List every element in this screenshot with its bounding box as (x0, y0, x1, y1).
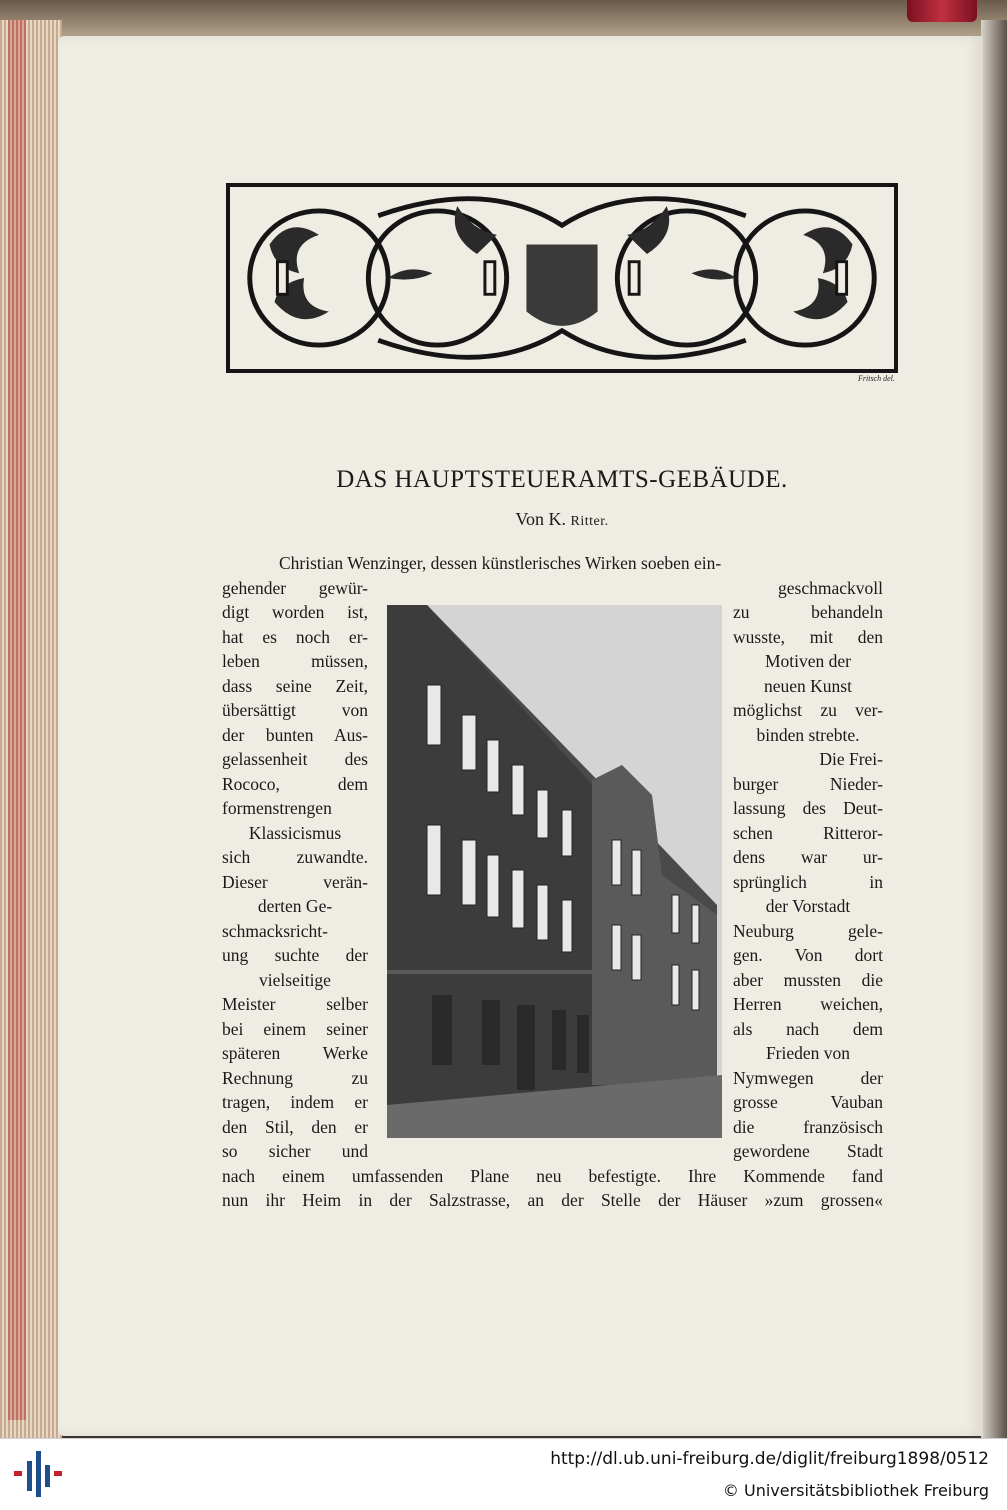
text-line-left: Dieser verän- (222, 872, 368, 892)
building-photo-drawing (387, 605, 722, 1138)
text-line-left: der bunten Aus- (222, 725, 368, 745)
author-prefix: Von K. (515, 509, 571, 529)
text-line-right: zu behandeln (733, 602, 883, 622)
text-line-right: schen Ritteror- (733, 823, 883, 843)
text-line-left: den Stil, den er (222, 1117, 368, 1137)
text-line-right: Motiven der (764, 651, 852, 671)
text-line-left: Rechnung zu (222, 1068, 368, 1088)
text-line-right: Die Frei- (819, 749, 883, 769)
article-title: DAS HAUPTSTEUERAMTS-GEBÄUDE. (336, 466, 788, 493)
text-line-right: Neuburg gele- (733, 921, 883, 941)
text-line-right: lassung des Deut- (733, 798, 883, 818)
text-line-left: tragen, indem er (222, 1092, 368, 1112)
text-line-left: derten Ge- (257, 896, 333, 916)
ornament-signature: Fritsch del. (858, 374, 895, 383)
text-line-right: Nymwegen der (733, 1068, 883, 1088)
text-line-left: hat es noch er- (222, 627, 368, 647)
text-line-left: übersättigt von (222, 700, 368, 720)
text-line-right: Herren weichen, (733, 994, 883, 1014)
text-line-right: binden strebte. (756, 725, 860, 745)
text-line-left: Rococo, dem (222, 774, 368, 794)
author-name: Ritter. (570, 514, 609, 529)
text-line-left: dass seine Zeit, (222, 676, 368, 696)
text-line: Christian Wenzinger, dessen künstlerisches Wirken soeben ein- (279, 553, 722, 573)
text-line-left: gehender gewür- (222, 578, 368, 598)
text-line-right: sprünglich in (733, 872, 883, 892)
text-line-right: gewordene Stadt (733, 1141, 883, 1161)
text-line-right: dens war ur- (733, 847, 883, 867)
text-line-right: wusste, mit den (733, 627, 883, 647)
text-line-right: gen. Von dort (733, 945, 883, 965)
page-stack-red-edge (8, 20, 26, 1420)
text-line-left: Klassicismus (248, 823, 342, 843)
text-line: nach einem umfassenden Plane neu befestigte. Ihre Kommende fand (222, 1166, 883, 1186)
ornament-drawing (230, 187, 894, 369)
text-line: nun ihr Heim in der Salzstrasse, an der Stelle der Häuser »zum grossen« (222, 1190, 883, 1210)
text-line-left: sich zuwandte. (222, 847, 368, 867)
text-line-left: bei einem seiner (222, 1019, 368, 1039)
text-line-right: geschmackvoll (778, 578, 883, 598)
source-url-link[interactable]: http://dl.ub.uni-freiburg.de/diglit/freiburg1898/0512 (550, 1449, 989, 1469)
ub-freiburg-logo-icon (14, 1447, 64, 1497)
text-line-left: schmacksricht- (222, 921, 328, 941)
copyright-notice: © Universitätsbibliothek Freiburg (722, 1481, 989, 1500)
text-line-left: gelassenheit des (222, 749, 368, 769)
text-line-left: ung suchte der (222, 945, 368, 965)
text-line-left: vielseitige (259, 970, 331, 990)
text-line-right: die französisch (733, 1117, 883, 1137)
text-line-left: Meister selber (222, 994, 368, 1014)
book-top-edge (0, 0, 1007, 40)
viewer-footer (0, 1438, 1007, 1510)
text-line-right: als nach dem (733, 1019, 883, 1039)
text-line-right: neuen Kunst (764, 676, 852, 696)
book-spine (981, 20, 1007, 1440)
building-photograph (387, 605, 722, 1138)
text-line-right: aber mussten die (733, 970, 883, 990)
text-line-right: burger Nieder- (733, 774, 883, 794)
ornament-header-illustration (226, 183, 898, 373)
text-line-left: späteren Werke (222, 1043, 368, 1063)
text-line-right: möglichst zu ver- (733, 700, 883, 720)
text-line-left: formenstrengen (222, 798, 332, 818)
bookmark-ribbon (907, 0, 977, 22)
article-author (226, 509, 898, 530)
text-line-right: Frieden von (765, 1043, 851, 1063)
text-line-right: grosse Vauban (733, 1092, 883, 1112)
text-line-left: so sicher und (222, 1141, 368, 1161)
text-line-left: leben müssen, (222, 651, 368, 671)
text-line-right: der Vorstadt (765, 896, 851, 916)
text-line-left: digt worden ist, (222, 602, 368, 622)
